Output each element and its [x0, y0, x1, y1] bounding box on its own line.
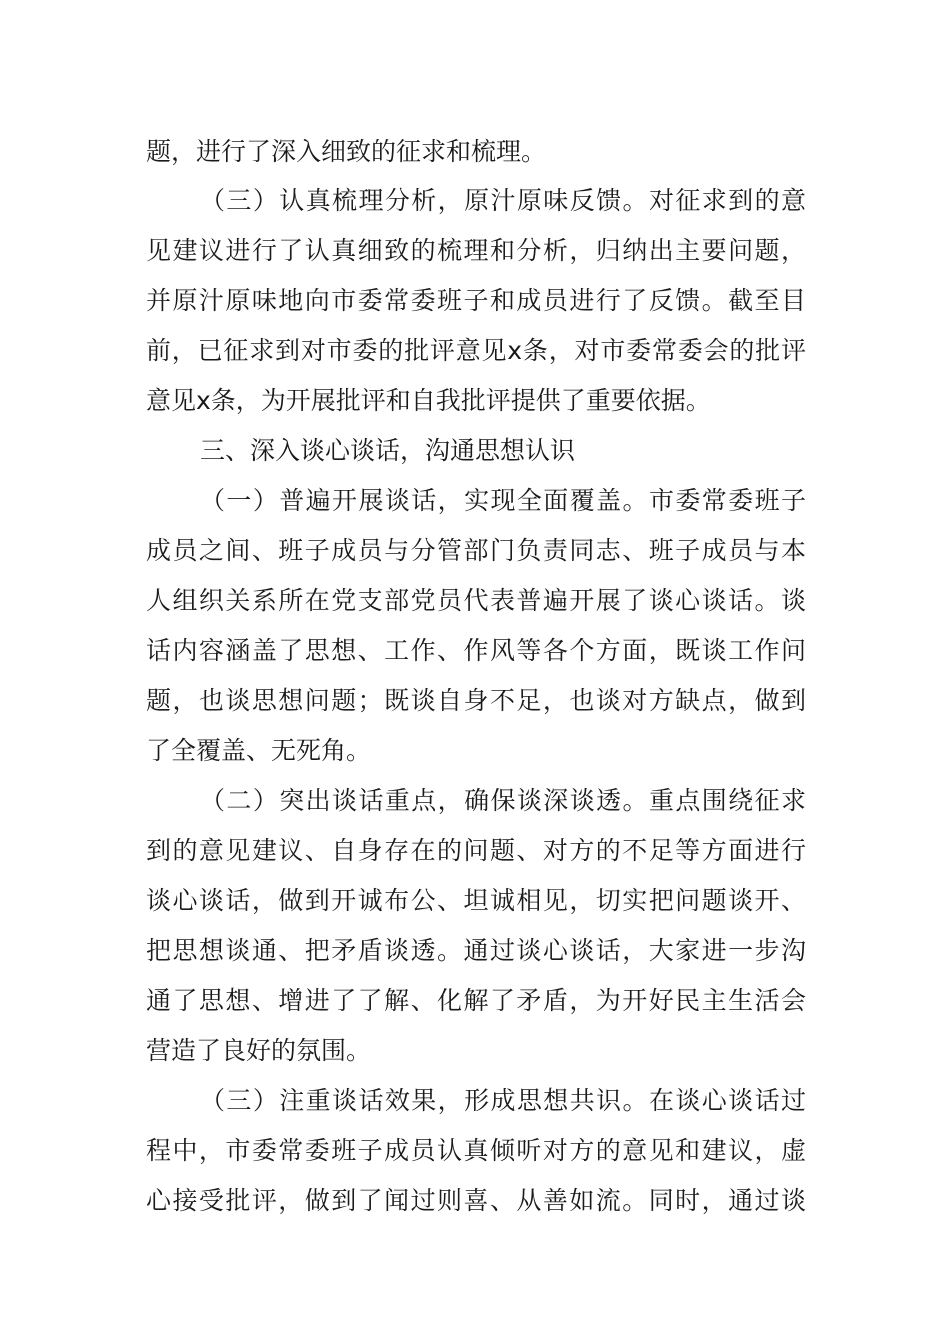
- section-heading: 三、深入谈心谈话，沟通思想认识: [200, 436, 576, 465]
- text-line: 了全覆盖、无死角。: [146, 736, 372, 765]
- text-line: 并原汁原味地向市委常委班子和成员进行了反馈。截至目: [146, 286, 806, 315]
- paragraph-start-line: （三）注重谈话效果，形成思想共识。在谈心谈话过: [200, 1086, 806, 1115]
- paragraph-start-line: （一）普遍开展谈话，实现全面覆盖。市委常委班子: [200, 486, 806, 515]
- text-line: 把思想谈通、把矛盾谈透。通过谈心谈话，大家进一步沟: [146, 936, 806, 965]
- text-line: 题，也谈思想问题；既谈自身不足，也谈对方缺点，做到: [146, 686, 806, 715]
- text-line: 话内容涵盖了思想、工作、作风等各个方面，既谈工作问: [146, 636, 806, 665]
- text-line: 到的意见建议、自身存在的问题、对方的不足等方面进行: [146, 836, 806, 865]
- text-line: 成员之间、班子成员与分管部门负责同志、班子成员与本: [146, 536, 806, 565]
- text-line: 前，已征求到对市委的批评意见x条，对市委常委会的批评: [146, 336, 806, 365]
- text-line: 人组织关系所在党支部党员代表普遍开展了谈心谈话。谈: [146, 586, 806, 615]
- paragraph-start-line: （三）认真梳理分析，原汁原味反馈。对征求到的意: [200, 186, 806, 215]
- text-line: 心接受批评，做到了闻过则喜、从善如流。同时，通过谈: [146, 1186, 806, 1215]
- text-line: 通了思想、增进了了解、化解了矛盾，为开好民主生活会: [146, 986, 806, 1015]
- text-line: 程中，市委常委班子成员认真倾听对方的意见和建议，虚: [146, 1136, 806, 1165]
- text-line: 谈心谈话，做到开诚布公、坦诚相见，切实把问题谈开、: [146, 886, 806, 915]
- text-line: 营造了良好的氛围。: [146, 1036, 372, 1065]
- text-line: 题，进行了深入细致的征求和梳理。: [146, 137, 547, 166]
- text-line: 意见x条，为开展批评和自我批评提供了重要依据。: [146, 386, 711, 415]
- text-line: 见建议进行了认真细致的梳理和分析，归纳出主要问题，: [146, 236, 806, 265]
- paragraph-start-line: （二）突出谈话重点，确保谈深谈透。重点围绕征求: [200, 786, 806, 815]
